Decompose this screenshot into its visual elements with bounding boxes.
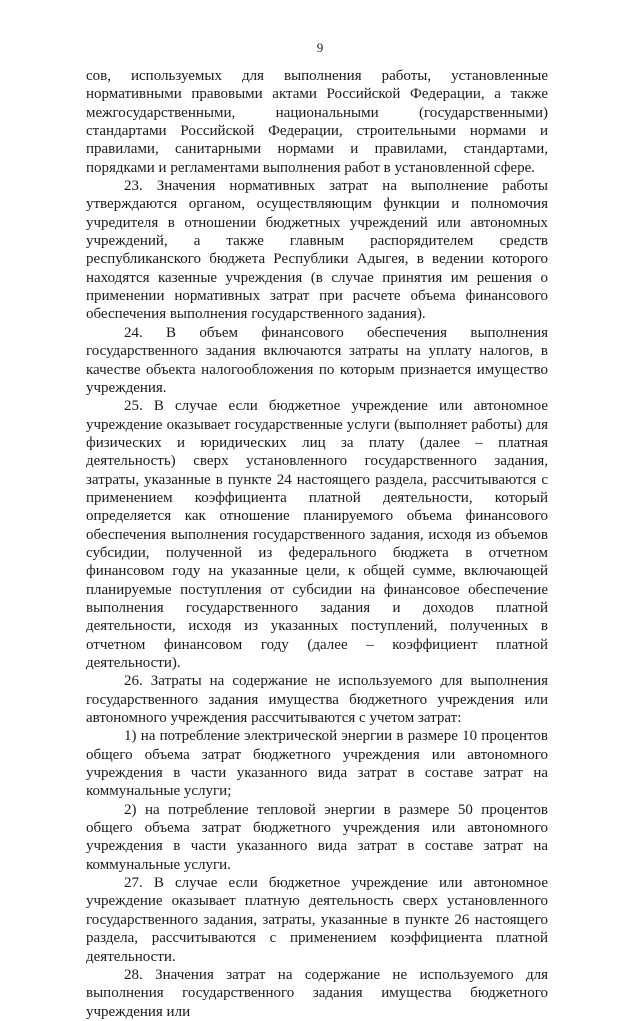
- paragraph-continuation: сов, используемых для выполнения работы, установленные нормативными правовыми актами Российской Федерации, а также межгосударственными, национальными (государственными) стандартами Российской Федерации, строительными нормами и правилами, санитарными нормами и правилами, стандартами, порядками и регламентами выполнения работ в установленной сфере.: [86, 68, 548, 176]
- paragraph-28: 28. Значения затрат на содержание не используемого для выполнения государственного задания имущества бюджетного учреждения или: [86, 966, 548, 1020]
- paragraph-25: 25. В случае если бюджетное учреждение или автономное учреждение оказывает государственные услуги (выполняет работы) для физических и юридических лиц за плату (далее – платная деятельность) сверх установленного государственного задания, затраты, указанные в пункте 24 настоящего раздела, рассчитываются с применением коэффициента платной деятельности, который определяется как отношение планируемого объема финансового обеспечения выполнения государственного задания, исходя из объемов субсидии, полученной из федерального бюджета в отчетном финансовом году на указанные цели, к общей сумме, включающей планируемые поступления от субсидии на финансовое обеспечение выполнения государственного задания и доходов платной деятельности, исходя из указанных поступлений, полученных в отчетном финансовом году (далее – коэффициент платной деятельности).: [86, 398, 548, 671]
- paragraph-26-item-2: 2) на потребление тепловой энергии в размере 50 процентов общего объема затрат бюджетного учреждения или автономного учреждения в части указанного вида затрат в составе затрат на коммунальные услуги.: [86, 801, 548, 873]
- paragraph-24: 24. В объем финансового обеспечения выполнения государственного задания включаются затраты на уплату налогов, в качестве объекта налогообложения по которым признается имущество учреждения.: [86, 324, 548, 396]
- document-body: [86, 67, 548, 1021]
- paragraph-26-item-1: 1) на потребление электрической энергии в размере 10 процентов общего объема затрат бюджетного учреждения или автономного учреждения в части указанного вида затрат в составе затрат на коммунальные услуги;: [86, 728, 548, 800]
- page-number: 9: [316, 40, 324, 55]
- paragraph-26: 26. Затраты на содержание не используемого для выполнения государственного задания имущества бюджетного учреждения или автономного учреждения рассчитываются с учетом затрат:: [86, 673, 548, 727]
- paragraph-23: 23. Значения нормативных затрат на выполнение работы утверждаются органом, осуществляющим функции и полномочия учредителя в отношении бюджетных учреждений или автономных учреждений, а также главным распорядителем средств республиканского бюджета Республики Адыгея, в ведении которого находятся казенные учреждения (в случае принятия им решения о применении нормативных затрат при расчете объема финансового обеспечения выполнения государственного задания).: [86, 178, 548, 323]
- paragraph-27: 27. В случае если бюджетное учреждение или автономное учреждение оказывает платную деятельность сверх установленного государственного задания, затраты, указанные в пункте 26 настоящего раздела, рассчитываются с применением коэффициента платной деятельности.: [86, 875, 548, 965]
